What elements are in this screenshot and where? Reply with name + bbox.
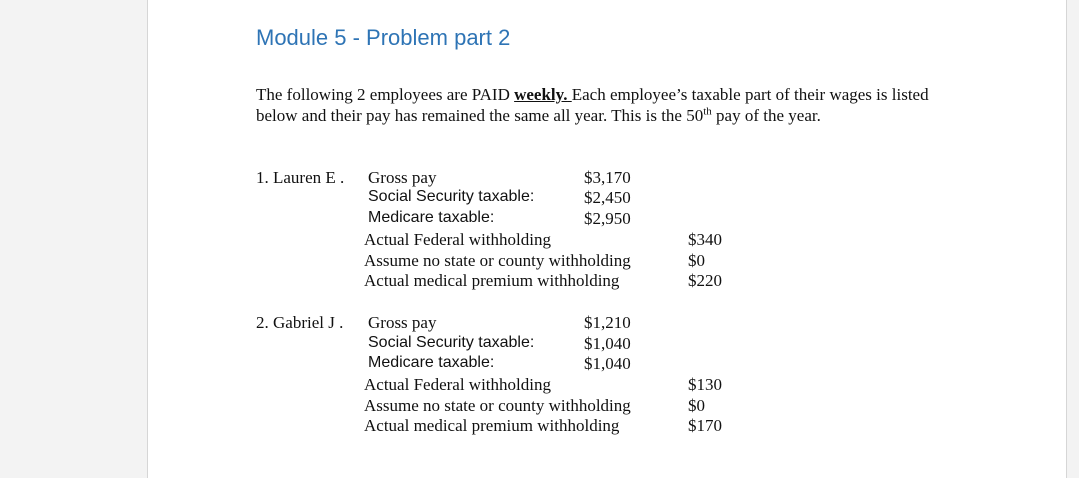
federal-withholding-value: $130 bbox=[688, 375, 722, 394]
state-withholding-value: $0 bbox=[688, 396, 705, 415]
federal-withholding-label: Actual Federal withholding bbox=[364, 375, 551, 394]
gross-pay-label: Gross pay bbox=[368, 168, 437, 187]
gross-pay-label: Gross pay bbox=[368, 313, 437, 332]
federal-withholding-value: $340 bbox=[688, 230, 722, 249]
ss-taxable-value: $2,450 bbox=[584, 188, 631, 207]
medicare-taxable-value: $1,040 bbox=[584, 354, 631, 373]
medicare-taxable-value: $2,950 bbox=[584, 209, 631, 228]
medicare-taxable-label: Medicare taxable: bbox=[368, 354, 495, 371]
state-withholding-label: Assume no state or county withholding bbox=[364, 251, 631, 270]
gross-pay-value: $3,170 bbox=[584, 168, 631, 187]
medical-premium-value: $170 bbox=[688, 416, 722, 435]
intro-paragraph bbox=[256, 84, 956, 126]
state-withholding-label: Assume no state or county withholding bbox=[364, 396, 631, 415]
medical-premium-value: $220 bbox=[688, 271, 722, 290]
state-withholding-value: $0 bbox=[688, 251, 705, 270]
gross-pay-value: $1,210 bbox=[584, 313, 631, 332]
page-title: Module 5 - Problem part 2 bbox=[256, 25, 511, 50]
document-page bbox=[147, 0, 1067, 478]
ss-taxable-label: Social Security taxable: bbox=[368, 188, 535, 205]
federal-withholding-label: Actual Federal withholding bbox=[364, 230, 551, 249]
intro-text-3: pay of the year. bbox=[711, 106, 821, 125]
medical-premium-label: Actual medical premium withholding bbox=[364, 416, 620, 435]
medical-premium-label: Actual medical premium withholding bbox=[364, 271, 620, 290]
ss-taxable-value: $1,040 bbox=[584, 334, 631, 353]
employee-name: 1. Lauren E . bbox=[256, 168, 345, 187]
medicare-taxable-label: Medicare taxable: bbox=[368, 209, 495, 226]
intro-emphasis: weekly. bbox=[514, 85, 568, 104]
intro-text-2: Each employee’s taxable part of their wages is listed below and their pay has remained the same all year. This is the 50 bbox=[256, 85, 929, 125]
employee-name: 2. Gabriel J . bbox=[256, 313, 344, 332]
intro-superscript: th bbox=[703, 105, 712, 118]
intro-text-1: The following 2 employees are PAID bbox=[256, 85, 515, 104]
ss-taxable-label: Social Security taxable: bbox=[368, 334, 535, 351]
